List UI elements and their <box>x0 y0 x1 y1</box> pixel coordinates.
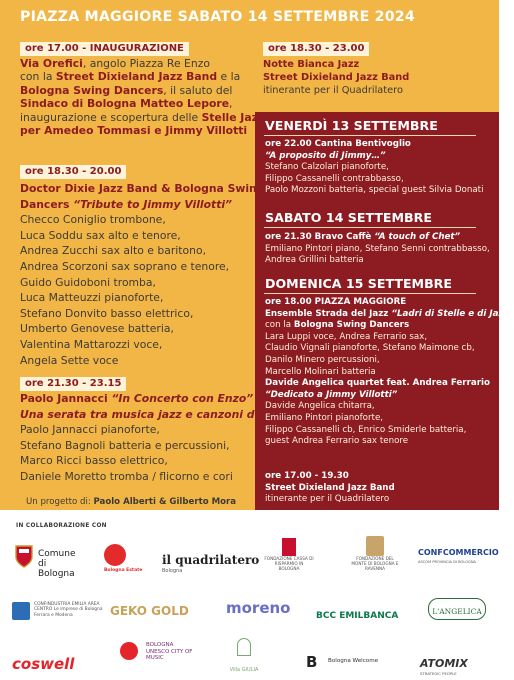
divider <box>264 135 476 136</box>
performer: Umberto Genovese batteria, <box>20 322 174 336</box>
divider <box>264 293 476 294</box>
saturday-event: ore 21.30 Bravo Caffè “A touch of Chet” Emiliano Pintori piano, Stefano Senni contrabbasso, Andrea Grillini batteria <box>265 232 490 266</box>
coswell-logo: coswell <box>12 655 75 673</box>
performer: Checco Coniglio trombone, <box>20 213 166 227</box>
performer: Marco Ricci basso elettrico, <box>20 454 168 468</box>
date-heading-saturday: SABATO 14 SETTEMBRE <box>265 210 432 225</box>
bcc-emilbanca-logo: BCC EMILBANCA <box>316 611 399 621</box>
confcommercio-logo: CONFCOMMERCIO ASCOM PROVINCIA DI BOLOGNA <box>418 548 499 564</box>
atomix-logo: ATOMIX STRATEGIC PEOPLE <box>420 657 468 676</box>
event-time-badge: ore 17.00 - INAUGURAZIONE <box>20 42 189 56</box>
city-crest-icon <box>14 543 34 569</box>
b-icon: B <box>306 653 318 671</box>
page-title: PIAZZA MAGGIORE SABATO 14 SETTEMBRE 2024 <box>20 9 415 25</box>
jannacci-event: Paolo Jannacci “In Concerto con Enzo” Una serata tra musica jazz e canzoni d’autore Paolo Jannacci pianoforte, Stefano Bagnoli batteria e percussioni, Marco Ricci basso elettrico, Daniele Moretto tromba / flicorno e cori <box>20 392 299 483</box>
moreno-logo: moreno <box>226 599 291 617</box>
notte-bianca-event: Notte Bianca Jazz Street Dixieland Jazz Band itinerante per il Quadrilatero <box>263 59 410 97</box>
performer: Paolo Jannacci pianoforte, <box>20 423 160 437</box>
performer: Angela Sette voce <box>20 353 119 367</box>
performer: Andrea Zucchi sax alto e baritono, <box>20 244 207 258</box>
doctor-dixie-event: Doctor Dixie Jazz Band & Bologna Swing Dancers “Tribute to Jimmy Villotti” Checco Coniglio trombone, Luca Soddu sax alto e tenore, Andrea Zucchi sax alto e baritono, Andrea Scorzoni sax soprano e tenore, Guido Guidoboni tromba, Luca Matteuzzi pianoforte, Stefano Donvito basso elettrico, Umberto Genovese batteria, Valentina Mattarozzi voce, Angela Sette voce <box>20 182 265 367</box>
project-credit: Un progetto di: Paolo Alberti & Gilberto Mora <box>26 497 237 507</box>
fondazione-carisbo-logo: FONDAZIONE CASSA DI RISPARMIO IN BOLOGNA <box>264 538 314 571</box>
unesco-city-of-music-logo: BOLOGNA UNESCO CITY OF MUSIC <box>120 642 138 660</box>
sunday-street-band: ore 17.00 - 19.30 Street Dixieland Jazz Band itinerante per il Quadrilatero <box>265 471 395 505</box>
event-title: Doctor Dixie Jazz Band & Bologna Swing <box>20 182 265 195</box>
event-time-badge: ore 18.30 - 20.00 <box>20 165 126 179</box>
bologna-estate-logo: Bologna Estate <box>104 544 126 566</box>
performer: Andrea Scorzoni sax soprano e tenore, <box>20 259 230 273</box>
confindustria-logo: CONFINDUSTRIA EMILIA AREA CENTRO Le imprese di Bologna Ferrara e Modena <box>12 602 30 620</box>
inauguration-description: Via Orefici, angolo Piazza Re Enzo con la Street Dixieland Jazz Band e la Bologna Swing Dancers, il saluto del Sindaco di Bologna Matteo Lepore, inaugurazione e scopertura delle Stelle Jazz per Amedeo Tommasi e Jimmy Villotti <box>20 57 265 138</box>
geko-gold-logo: GEKO GOLD <box>110 604 189 618</box>
comune-bologna-logo: Comune di Bologna <box>14 543 34 573</box>
quadrilatero-logo: il quadrilatero Bologna <box>162 553 260 574</box>
performer: Daniele Moretto tromba / flicorno e cori <box>20 469 233 483</box>
performer: Luca Matteuzzi pianoforte, <box>20 291 164 305</box>
villa-giulia-logo: Villa GIULIA <box>227 638 261 675</box>
event-time-badge: ore 21.30 - 23.15 <box>20 377 126 391</box>
performer: Stefano Donvito basso elettrico, <box>20 306 194 320</box>
bologna-welcome-logo: B Bologna Welcome <box>306 653 379 671</box>
performer: Luca Soddu sax alto e tenore, <box>20 228 181 242</box>
divider <box>264 227 476 228</box>
angelica-logo: L'ANGELICA <box>428 598 486 620</box>
performer: Valentina Mattarozzi voce, <box>20 337 163 351</box>
date-heading-sunday: DOMENICA 15 SETTEMBRE <box>265 276 452 291</box>
date-heading-friday: VENERDÌ 13 SETTEMBRE <box>265 118 438 133</box>
sunday-event: ore 18.00 PIAZZA MAGGIORE Ensemble Strada del Jazz “Ladri di Stelle e di Jazz” con la Bologna Swing Dancers Lara Luppi voce, Andrea Ferrario sax, Claudio Vignali pianoforte, Stefano Maimone cb, Danilo Minero percussioni, Marcello Molinari batteria Davide Angelica quartet feat. Andrea Ferrario “Dedicato a Jimmy Villotti” Davide Angelica chitarra, Emiliano Pintori pianoforte, Filippo Cassanelli cb, Enrico Smiderle batteria, guest Andrea Ferrario sax tenore <box>265 297 514 447</box>
fondazione-monte-logo: FONDAZIONE DEL MONTE DI BOLOGNA E RAVENNA <box>348 536 402 571</box>
event-time-badge: ore 18.30 - 23.00 <box>263 42 369 56</box>
performer: Guido Guidoboni tromba, <box>20 275 156 289</box>
collaboration-label: IN COLLABORAZIONE CON <box>16 523 107 529</box>
performer: Stefano Bagnoli batteria e percussioni, <box>20 438 230 452</box>
friday-event: ore 22.00 Cantina Bentivoglio “A proposito di Jimmy…” Stefano Calzolari pianoforte, Filippo Cassanelli contrabbasso, Paolo Mozzoni batteria, special guest Silvia Donati <box>265 139 484 196</box>
